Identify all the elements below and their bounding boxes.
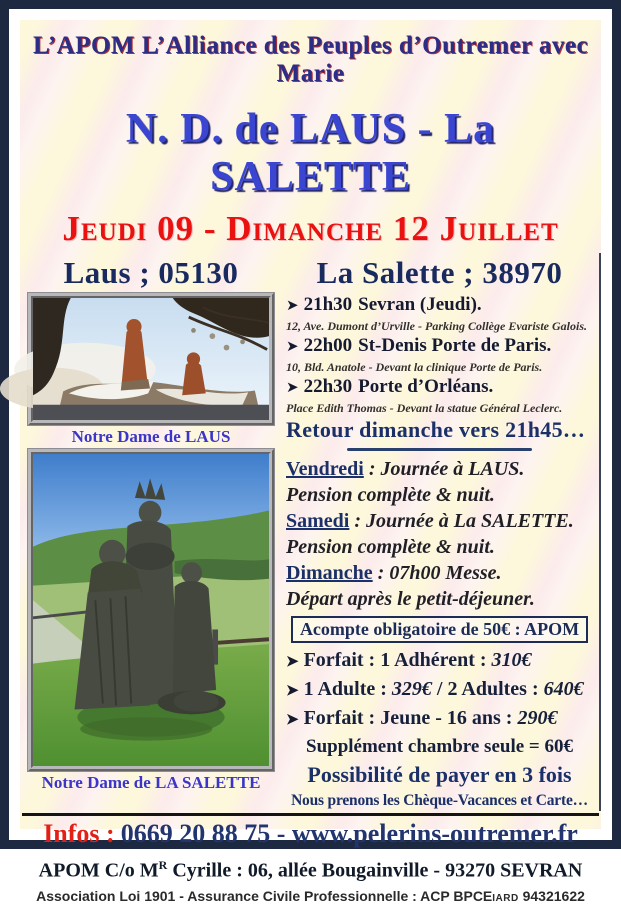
date-range: Jeudi 09 - Dimanche 12 Juillet xyxy=(62,209,559,248)
laus-photo-caption: Notre Dame de LAUS xyxy=(71,427,231,446)
departure-place: Porte d’Orléans. xyxy=(358,376,494,397)
arrow-bullet-icon: ➤ xyxy=(286,339,299,355)
price-label: Forfait : 1 Adhérent : xyxy=(303,649,487,671)
inner-white-frame xyxy=(9,9,612,904)
program-row xyxy=(286,482,593,508)
price-label: Forfait : Jeune - 16 ans : xyxy=(303,707,513,729)
address-line xyxy=(20,852,601,885)
price-row xyxy=(286,676,593,705)
right-column xyxy=(278,253,597,811)
departure-item xyxy=(286,334,593,359)
departure-item xyxy=(286,375,593,400)
cheques-line: Nous prenons les Chèque-Vacances et Carte… xyxy=(291,792,588,809)
departure-place: St-Denis Porte de Paris. xyxy=(358,335,552,356)
program-text: : Journée à La SALETTE. xyxy=(354,510,574,532)
departure-item xyxy=(286,293,593,318)
program-row xyxy=(286,560,593,586)
price-label: 1 Adulte : xyxy=(303,678,387,700)
price-value: 640€ xyxy=(543,678,584,700)
content-columns xyxy=(20,253,601,811)
legal-line xyxy=(20,885,601,910)
laus-photo-illustration xyxy=(33,298,269,420)
program-row xyxy=(286,456,593,482)
price-value: 329€ xyxy=(391,678,432,700)
arrow-bullet-icon: ➤ xyxy=(286,298,299,314)
arrow-bullet-icon: ➤ xyxy=(286,712,299,728)
address-post: Cyrille : 06, allée Bougainville - 93270 SEVRAN xyxy=(167,859,583,882)
banner-title: L’APOM L’Alliance des Peuples d’Outremer avec Marie xyxy=(32,32,589,87)
program-text: : 07h00 Messe. xyxy=(377,562,502,584)
salette-photo-caption: Notre Dame de LA SALETTE xyxy=(41,773,261,792)
legal-iard: IARD xyxy=(492,892,519,904)
supplement-line: Supplément chambre seule = 60€ xyxy=(306,736,573,757)
departure-time: 22h30 xyxy=(303,376,353,397)
return-line: Retour dimanche vers 21h45… xyxy=(286,417,586,442)
price-value: 290€ xyxy=(517,707,558,729)
infos-line xyxy=(20,816,601,852)
program-text: Pension complète & nuit. xyxy=(286,536,495,558)
program-row xyxy=(286,508,593,534)
program-text: Pension complète & nuit. xyxy=(286,484,495,506)
departure-detail: 12, Ave. Dumont d’Urville - Parking Collège Evariste Galois. xyxy=(286,319,587,333)
deposit-box: Acompte obligatoire de 50€ : APOM xyxy=(291,616,588,643)
program-day: Samedi xyxy=(286,510,350,532)
program-text: Départ après le petit-déjeuner. xyxy=(286,588,535,610)
photo-notre-dame-de-laus xyxy=(28,293,274,425)
infos-phone-and-url: 0669 20 88 75 - www.pelerins-outremer.fr xyxy=(120,819,578,848)
departure-detail: 10, Bld. Anatole - Devant la clinique Porte de Paris. xyxy=(286,360,543,374)
pay-in-3-line: Possibilité de payer en 3 fois xyxy=(307,762,572,787)
price-row xyxy=(286,647,593,676)
arrow-bullet-icon: ➤ xyxy=(286,654,299,670)
section-divider xyxy=(347,448,532,451)
legal-post: 94321622 xyxy=(518,887,585,904)
flyer-sheet xyxy=(20,20,601,904)
photo-notre-dame-de-la-salette xyxy=(28,449,274,771)
address-superscript: R xyxy=(158,858,168,872)
deposit-box-wrap xyxy=(286,616,593,643)
price-value: 310€ xyxy=(491,649,532,671)
arrow-bullet-icon: ➤ xyxy=(286,380,299,396)
program-row xyxy=(286,534,593,560)
program-text: : Journée à LAUS. xyxy=(368,458,525,480)
program-day: Vendredi xyxy=(286,458,364,480)
program-row xyxy=(286,586,593,612)
address-pre: APOM C/o M xyxy=(38,859,159,882)
page-title: N. D. de LAUS - La SALETTE xyxy=(125,106,496,200)
laus-heading: Laus ; 05130 xyxy=(63,255,239,290)
departure-place: Sevran (Jeudi). xyxy=(358,294,482,315)
legal-pre: Association Loi 1901 - Assurance Civile Professionnelle : ACP BPCE xyxy=(36,887,493,904)
price-row xyxy=(286,705,593,734)
infos-label: Infos : xyxy=(43,819,115,848)
departure-time: 22h00 xyxy=(303,335,353,356)
left-column xyxy=(24,253,278,811)
departure-detail: Place Edith Thomas - Devant la statue Général Leclerc. xyxy=(286,401,563,415)
price-label: / 2 Adultes : xyxy=(436,678,539,700)
salette-photo-illustration xyxy=(33,454,269,766)
salette-heading: La Salette ; 38970 xyxy=(316,255,563,290)
program-day: Dimanche xyxy=(286,562,373,584)
arrow-bullet-icon: ➤ xyxy=(286,683,299,699)
departure-time: 21h30 xyxy=(303,294,353,315)
